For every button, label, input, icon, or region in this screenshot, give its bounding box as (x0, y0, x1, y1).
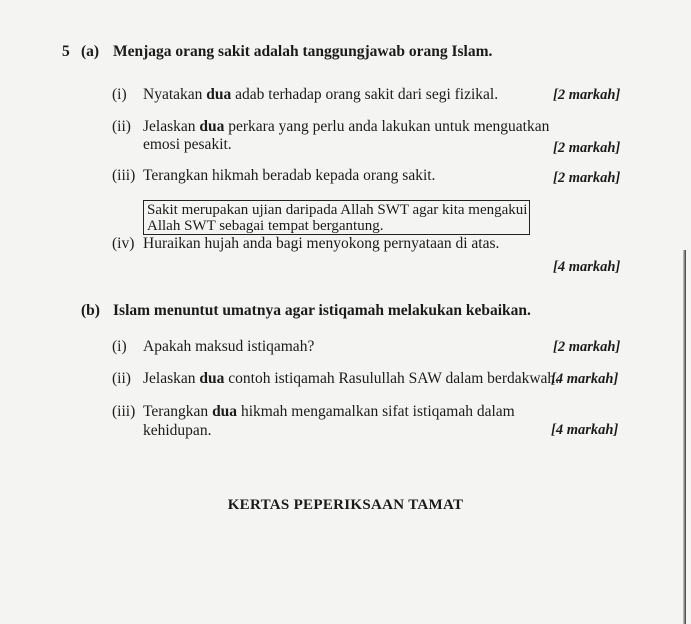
a-iii-marks: [2 markah] (553, 170, 621, 186)
b-i-text: Apakah maksud istiqamah? (143, 338, 315, 355)
a-ii-marks: [2 markah] (553, 140, 621, 156)
b-ii-marks: [4 markah] (551, 371, 619, 387)
a-iii-text: Terangkan hikmah beradab kepada orang sakit. (143, 167, 436, 184)
statement-line-2: Allah SWT sebagai tempat bergantung. (147, 218, 384, 234)
a-i-text: Nyatakan dua adab terhadap orang sakit dari segi fizikal. (143, 86, 499, 103)
statement-box (143, 200, 530, 235)
a-ii-label: (ii) (112, 118, 131, 135)
b-i-marks: [2 markah] (553, 339, 621, 355)
statement-line-1: Sakit merupakan ujian daripada Allah SWT agar kita mengakui (147, 202, 528, 218)
part-b-stem: Islam menuntut umatnya agar istiqamah melakukan kebaikan. (113, 302, 531, 319)
b-ii-label: (ii) (112, 370, 131, 387)
b-iii-marks: [4 markah] (551, 422, 619, 438)
part-b-label: (b) (81, 302, 100, 319)
a-ii-text: Jelaskan dua perkara yang perlu anda lakukan untuk menguatkan (143, 118, 550, 135)
a-iii-label: (iii) (112, 167, 136, 184)
question-number: 5 (62, 43, 70, 60)
page-edge-shadow (683, 250, 686, 624)
a-iv-marks: [4 markah] (553, 259, 621, 275)
b-iii-label: (iii) (112, 403, 136, 420)
b-i-label: (i) (112, 338, 127, 355)
b-iii-text: Terangkan dua hikmah mengamalkan sifat istiqamah dalam (143, 403, 515, 420)
end-of-paper-note: KERTAS PEPERIKSAAN TAMAT (227, 497, 464, 513)
a-ii-text-line2: emosi pesakit. (143, 136, 232, 153)
part-a-stem: Menjaga orang sakit adalah tanggungjawab orang Islam. (113, 43, 493, 60)
a-iv-label: (iv) (112, 235, 135, 252)
b-ii-text: Jelaskan dua contoh istiqamah Rasulullah SAW dalam berdakwah. (143, 370, 560, 387)
part-a-label: (a) (81, 43, 100, 60)
a-i-label: (i) (112, 86, 127, 103)
a-i-marks: [2 markah] (553, 87, 621, 103)
b-iii-text-line2: kehidupan. (143, 422, 212, 439)
a-iv-text: Huraikan hujah anda bagi menyokong pernyataan di atas. (143, 235, 500, 252)
